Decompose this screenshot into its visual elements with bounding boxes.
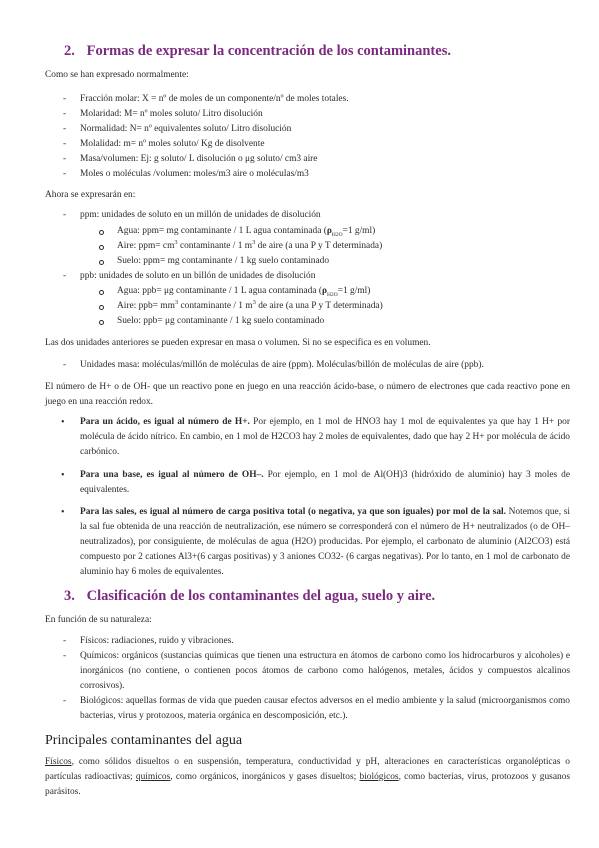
- superscript: 3: [174, 238, 178, 246]
- list-item-text: Moles o moléculas /volumen: moles/m3 aire o moléculas/m3: [80, 169, 309, 179]
- superscript: 3: [252, 238, 256, 246]
- list-item-text: Químicos: orgánicos (sustancias químicas que tienen una estructura en átomos de carbono como los hidrocarburos y alcoholes) e inorgánicos (no contiene, o contienen pocos átomos de carbono como halógenos, metales, ácidos y compuestos alcalinos corrosivos).: [80, 651, 570, 691]
- dash-marker: -: [63, 139, 67, 149]
- list-item: [63, 152, 318, 167]
- acid-bold: Para un ácido, es igual al número de H+.: [80, 417, 250, 427]
- circle-bullet-icon: [99, 245, 104, 250]
- text: de aire (a una P y T determinada): [255, 241, 383, 251]
- list-item: [63, 122, 292, 137]
- list-item-text: Físicos: radiaciones, ruido y vibraciones.: [80, 636, 234, 646]
- ppm-item: [63, 208, 321, 223]
- fisicos-underlined: Físicos: [45, 757, 72, 767]
- fisicos-item: [63, 634, 234, 649]
- list-item-text: Masa/volumen: Ej: g soluto/ L disolución o μg soluto/ cm3 aire: [80, 154, 318, 164]
- ppm-suelo: [117, 254, 329, 269]
- text: =1 g/ml): [342, 226, 376, 236]
- circle-bullet-icon: [99, 290, 104, 295]
- dash-marker: -: [63, 360, 67, 370]
- section-3-heading: [64, 587, 435, 605]
- bullet-icon: •: [61, 470, 65, 481]
- ppb-aire: [117, 299, 383, 314]
- salt-text: Notemos que, si la sal fue obtenida de una reacción de neutralización, ese número se corresponderá con el número de H+ neutralizados (o de OH– neutralizados), por consiguiente, de moléculas de agua (H2O) producidas. Por ejemplo, el carbonato de aluminio (Al2CO3) está compuesto por 2 cationes Al3+(6 cargas positivas) y 3 aniones CO32- (6 cargas negativas). Por lo tanto, en 1 mol de carbonato de aluminio hay 6 moles de equivalentes.: [80, 507, 570, 577]
- list-item-text: Normalidad: N= nº equivalentes soluto/ Litro disolución: [80, 124, 292, 134]
- mass-units-item: [63, 358, 484, 373]
- ppm-aire: [117, 239, 382, 254]
- list-item-text: Biológicos: aquellas formas de vida que pueden causar efectos adversos en el medio ambiente y la salud (microorganismos como bacterias, virus y protozoos, materia orgánica en descomposición, etc.).: [80, 696, 570, 721]
- equivalents-paragraph: El número de H+ o de OH- que un reactivo pone en juego en una reacción ácido-base, o número de electrones que cada reactivo pone en juego en una reacción redox.: [45, 382, 570, 407]
- dash-marker: -: [63, 169, 67, 179]
- salt-item: [61, 505, 570, 580]
- section-2-heading: [64, 42, 451, 60]
- text: Aire: ppm= cm: [117, 241, 175, 251]
- ppb-agua: [117, 284, 370, 299]
- dash-marker: -: [63, 271, 67, 281]
- text: contaminante / 1 m: [177, 241, 253, 251]
- text: , como orgánicos, inorgánicos y gases disueltos;: [170, 772, 360, 782]
- text: Suelo: ppm= mg contaminante / 1 kg suelo contaminado: [117, 256, 330, 266]
- text: Suelo: ppb= μg contaminante / 1 kg suelo contaminado: [117, 316, 325, 326]
- superscript: 3: [252, 298, 256, 306]
- biologicos-item: [63, 694, 570, 724]
- dash-marker: -: [63, 651, 67, 661]
- subscript: H2O: [327, 291, 338, 298]
- rho-symbol: ρ: [326, 226, 332, 236]
- both-units-text: Las dos unidades anteriores se pueden expresar en masa o volumen. Si no se especifica es en volumen.: [45, 338, 431, 348]
- rho-symbol: ρ: [321, 286, 327, 296]
- circle-bullet-icon: [99, 320, 104, 325]
- bullet-icon: •: [61, 507, 65, 518]
- subscript: H2O: [331, 231, 343, 238]
- list-item: [63, 107, 263, 122]
- text: , como sólidos disueltos o en suspensión, temperatura, conductividad y pH, alteraciones en características organolépticas o partículas radioactivas;: [45, 757, 570, 782]
- ppb-label: ppb: unidades de soluto en un billón de unidades de disolución: [80, 271, 316, 281]
- acid-text: Por ejemplo, en 1 mol de HNO3 hay 1 mol de equivalentes ya que hay 1 H+ por molécula de ácido nítrico. En cambio, en 1 mol de H2CO3 hay 2 moles de equivalentes, dado que hay 2 H+ por molécula de ácido carbónico.: [80, 417, 570, 457]
- text: Aire: ppb= mm: [117, 301, 175, 311]
- s3-intro: En función de su naturaleza:: [45, 615, 152, 625]
- base-item: [61, 468, 570, 498]
- circle-bullet-icon: [99, 305, 104, 310]
- section-2-title: Formas de expresar la concentración de los contaminantes.: [86, 43, 451, 59]
- bullet-icon: •: [61, 417, 65, 428]
- dash-marker: -: [63, 696, 67, 706]
- base-text: Por ejemplo, en 1 mol de Al(OH)3 (hidróxido de aluminio) hay 3 moles de equivalentes.: [80, 470, 570, 495]
- section-3-number: 3.: [64, 588, 75, 604]
- dash-marker: -: [63, 636, 67, 646]
- quimicos-item: [63, 649, 570, 694]
- dash-marker: -: [63, 154, 67, 164]
- list-item-text: Molalidad: m= nº moles soluto/ Kg de disolvente: [80, 139, 265, 149]
- ppb-item: [63, 269, 316, 284]
- s2-intro: Como se han expresado normalmente:: [45, 70, 189, 80]
- text: contaminante / 1 m: [178, 301, 253, 311]
- text: =1 g/ml): [337, 286, 371, 296]
- dash-marker: -: [63, 109, 67, 119]
- ppb-suelo: [117, 314, 324, 329]
- dash-marker: -: [63, 210, 67, 220]
- superscript: 3: [174, 298, 179, 306]
- section-2-number: 2.: [64, 43, 75, 59]
- text: , como bacterias, virus, protozoos y gusanos parásitos.: [45, 772, 571, 797]
- text: Agua: ppm= mg contaminante / 1 L agua contaminada (: [117, 226, 327, 236]
- circle-bullet-icon: [99, 230, 104, 235]
- list-item-text: Fracción molar: X = nº de moles de un componente/nº de moles totales.: [80, 94, 349, 104]
- acid-item: [61, 415, 570, 460]
- list-item: [63, 137, 265, 152]
- list-item-text: Molaridad: M= nº moles soluto/ Litro disolución: [80, 109, 263, 119]
- list-item: [63, 92, 349, 107]
- text: de aire (a una P y T determinada): [255, 301, 383, 311]
- section-3-title: Clasificación de los contaminantes del agua, suelo y aire.: [86, 588, 436, 604]
- circle-bullet-icon: [99, 260, 104, 265]
- salt-bold: Para las sales, es igual al número de carga positiva total (o negativa, ya que son iguales) por mol de la sal.: [80, 507, 506, 517]
- s2-now-text: Ahora se expresarán en:: [45, 190, 136, 200]
- ppm-agua: [117, 224, 375, 239]
- text: Agua: ppb= μg contaminante / 1 L agua contaminada (: [117, 286, 322, 296]
- dash-marker: -: [63, 94, 67, 104]
- list-item-text: Unidades masa: moléculas/millón de moléculas de aire (ppm). Moléculas/billón de moléculas de aire (ppb).: [80, 360, 484, 370]
- base-bold: Para una base, es igual al número de OH–.: [80, 470, 264, 480]
- quimicos-underlined: químicos: [135, 772, 171, 782]
- list-item: [63, 167, 309, 182]
- ppm-label: ppm: unidades de soluto en un millón de unidades de disolución: [80, 210, 321, 220]
- biologicos-underlined: biológicos: [359, 772, 399, 782]
- water-contaminants-paragraph: [45, 755, 570, 800]
- water-contaminants-heading: Principales contaminantes del agua: [45, 733, 243, 748]
- dash-marker: -: [63, 124, 67, 134]
